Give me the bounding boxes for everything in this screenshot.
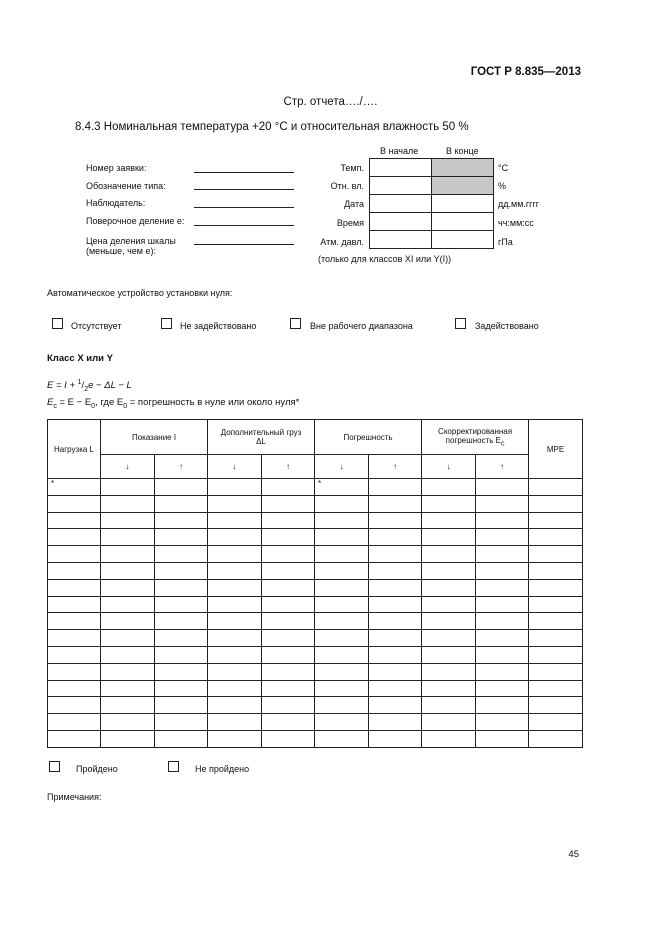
checkbox-passed[interactable] — [49, 761, 60, 772]
table-cell[interactable] — [48, 646, 101, 663]
checkbox-not-engaged[interactable] — [161, 318, 172, 329]
table-cell[interactable] — [262, 613, 315, 630]
table-cell[interactable] — [262, 630, 315, 647]
star-mark: * — [315, 479, 369, 496]
table-cell[interactable] — [262, 646, 315, 663]
env-cell[interactable] — [432, 195, 494, 213]
env-col-end: В конце — [446, 146, 479, 156]
table-cell[interactable] — [262, 714, 315, 731]
table-cell[interactable] — [529, 714, 583, 731]
table-cell[interactable] — [155, 646, 208, 663]
table-cell[interactable] — [101, 596, 155, 613]
table-cell[interactable] — [48, 596, 101, 613]
table-cell[interactable] — [155, 680, 208, 697]
table-cell[interactable] — [315, 596, 369, 613]
table-cell[interactable] — [155, 663, 208, 680]
table-cell[interactable] — [422, 714, 476, 731]
table-cell[interactable] — [101, 697, 155, 714]
env-cell-shaded — [432, 159, 494, 177]
table-cell[interactable] — [101, 646, 155, 663]
section-title: 8.4.3 Номинальная температура +20 °C и относительная влажность 50 % — [75, 121, 469, 133]
page-reference: Стр. отчета…./…. — [283, 96, 378, 108]
table-row — [48, 714, 583, 731]
env-cell[interactable] — [432, 213, 494, 231]
table-cell[interactable] — [208, 630, 262, 647]
failed-label: Не пройдено — [195, 764, 250, 774]
env-col-start: В начале — [380, 146, 419, 156]
table-cell[interactable] — [101, 630, 155, 647]
table-cell[interactable] — [48, 512, 101, 529]
table-row — [48, 697, 583, 714]
table-row — [48, 562, 583, 579]
table-cell[interactable] — [315, 512, 369, 529]
field-label-verification-interval: Поверочное деление e: — [86, 216, 185, 226]
table-cell[interactable] — [101, 495, 155, 512]
passed-label: Пройдено — [76, 764, 118, 774]
table-row — [48, 495, 583, 512]
table-cell[interactable] — [369, 680, 422, 697]
class-title: Класс X или Y — [47, 353, 113, 364]
table-cell[interactable] — [529, 546, 583, 563]
option-absent-label: Отсутствует — [71, 321, 122, 331]
field-label-type-designation: Обозначение типа: — [86, 181, 166, 191]
option-engaged-label: Задействовано — [475, 321, 539, 331]
table-cell[interactable] — [155, 512, 208, 529]
table-cell[interactable] — [101, 579, 155, 596]
arrow-up: ↑ — [476, 455, 529, 479]
table-cell[interactable] — [529, 596, 583, 613]
table-cell[interactable] — [155, 546, 208, 563]
table-cell[interactable] — [262, 663, 315, 680]
env-cell[interactable] — [432, 231, 494, 249]
table-cell[interactable] — [476, 562, 529, 579]
environment-table — [369, 158, 494, 249]
star-mark: * — [48, 479, 101, 496]
env-unit-pressure: гПа — [498, 237, 513, 247]
table-cell[interactable] — [422, 546, 476, 563]
env-unit-temp: °C — [498, 163, 509, 173]
env-cell[interactable] — [370, 177, 432, 195]
env-cell[interactable] — [370, 231, 432, 249]
table-row — [48, 546, 583, 563]
table-cell[interactable] — [422, 562, 476, 579]
table-cell[interactable] — [476, 495, 529, 512]
table-cell[interactable] — [529, 646, 583, 663]
table-cell[interactable] — [315, 630, 369, 647]
table-row — [48, 596, 583, 613]
field-label-scale-interval-note: (меньше, чем e): — [86, 246, 156, 256]
table-cell[interactable] — [48, 562, 101, 579]
table-cell[interactable] — [101, 680, 155, 697]
table-cell[interactable] — [476, 546, 529, 563]
table-cell[interactable] — [422, 680, 476, 697]
table-cell[interactable] — [315, 579, 369, 596]
env-label-humidity: Отн. вл. — [330, 181, 364, 191]
table-cell[interactable] — [101, 613, 155, 630]
table-cell[interactable] — [155, 613, 208, 630]
header-mpe: MPE — [529, 420, 583, 479]
table-cell[interactable] — [48, 730, 101, 747]
table-cell[interactable] — [155, 730, 208, 747]
table-cell[interactable] — [48, 630, 101, 647]
table-cell[interactable] — [529, 663, 583, 680]
field-line-request-number[interactable] — [194, 172, 294, 173]
table-cell[interactable] — [262, 680, 315, 697]
table-cell[interactable] — [476, 529, 529, 546]
table-cell[interactable] — [208, 646, 262, 663]
table-row — [48, 613, 583, 630]
table-cell[interactable] — [529, 562, 583, 579]
env-unit-time: чч:мм:сс — [498, 218, 534, 228]
table-cell[interactable] — [422, 697, 476, 714]
table-cell[interactable] — [369, 479, 422, 496]
table-cell[interactable] — [208, 697, 262, 714]
table-cell[interactable] — [101, 512, 155, 529]
table-row — [48, 512, 583, 529]
table-cell[interactable] — [262, 512, 315, 529]
table-cell[interactable] — [101, 663, 155, 680]
table-cell[interactable] — [315, 730, 369, 747]
table-cell[interactable] — [369, 562, 422, 579]
table-cell[interactable] — [422, 529, 476, 546]
table-cell[interactable] — [155, 562, 208, 579]
table-cell[interactable] — [315, 646, 369, 663]
table-cell[interactable] — [48, 529, 101, 546]
table-cell[interactable] — [529, 630, 583, 647]
table-cell[interactable] — [262, 529, 315, 546]
checkbox-out-of-range[interactable] — [290, 318, 301, 329]
table-cell[interactable] — [476, 646, 529, 663]
table-cell[interactable] — [476, 663, 529, 680]
notes-label: Примечания: — [47, 792, 102, 802]
formula-corrected-error: $E_c = E - E_0$, где $E_0$ = погрешность в нуле или около нуля* — [47, 397, 300, 410]
table-cell[interactable] — [262, 730, 315, 747]
table-cell[interactable] — [315, 546, 369, 563]
field-line-verification-interval[interactable] — [194, 225, 294, 226]
table-cell[interactable] — [529, 512, 583, 529]
table-cell[interactable] — [476, 697, 529, 714]
page-number: 45 — [568, 849, 579, 860]
header-error: Погрешность — [315, 420, 422, 455]
table-cell[interactable] — [262, 495, 315, 512]
table-cell[interactable] — [529, 697, 583, 714]
table-cell[interactable] — [101, 714, 155, 731]
table-cell[interactable] — [422, 579, 476, 596]
table-cell[interactable] — [315, 495, 369, 512]
table-cell[interactable] — [101, 529, 155, 546]
table-cell[interactable] — [315, 680, 369, 697]
table-cell[interactable] — [48, 495, 101, 512]
table-cell[interactable] — [369, 714, 422, 731]
table-cell[interactable] — [315, 714, 369, 731]
table-cell[interactable] — [529, 613, 583, 630]
table-cell[interactable] — [48, 579, 101, 596]
table-cell[interactable] — [262, 479, 315, 496]
table-cell[interactable] — [422, 730, 476, 747]
option-out-of-range-label: Вне рабочего диапазона — [310, 321, 413, 331]
table-cell[interactable] — [476, 579, 529, 596]
auto-zero-title: Автоматическое устройство установки нуля: — [47, 288, 233, 298]
table-cell[interactable] — [422, 663, 476, 680]
arrow-down: ↓ — [422, 455, 476, 479]
env-label-date: Дата — [344, 199, 364, 209]
results-table — [47, 419, 583, 748]
table-cell[interactable] — [155, 596, 208, 613]
field-line-scale-interval[interactable] — [194, 244, 294, 245]
table-row — [48, 730, 583, 747]
header-load: Нагрузка L — [48, 420, 101, 479]
table-cell[interactable] — [208, 613, 262, 630]
arrow-up: ↑ — [155, 455, 208, 479]
standard-number: ГОСТ Р 8.835—2013 — [470, 66, 581, 78]
table-cell[interactable] — [101, 730, 155, 747]
table-cell[interactable] — [476, 730, 529, 747]
env-label-temp: Темп. — [340, 163, 364, 173]
table-cell[interactable] — [422, 613, 476, 630]
table-cell[interactable] — [48, 546, 101, 563]
env-note: (только для классов XI или Y(I)) — [318, 254, 452, 264]
field-label-request-number: Номер заявки: — [86, 163, 147, 173]
table-cell[interactable] — [48, 697, 101, 714]
table-cell[interactable] — [315, 663, 369, 680]
table-cell[interactable] — [155, 714, 208, 731]
table-cell[interactable] — [529, 479, 583, 496]
table-cell[interactable] — [369, 697, 422, 714]
table-cell[interactable] — [155, 630, 208, 647]
table-cell[interactable] — [155, 579, 208, 596]
table-cell[interactable] — [48, 613, 101, 630]
arrow-down: ↓ — [101, 455, 155, 479]
table-cell[interactable] — [262, 697, 315, 714]
table-cell[interactable] — [262, 546, 315, 563]
table-cell[interactable] — [529, 730, 583, 747]
table-cell[interactable] — [48, 680, 101, 697]
table-cell[interactable] — [422, 479, 476, 496]
table-cell[interactable] — [262, 562, 315, 579]
table-cell[interactable] — [369, 546, 422, 563]
table-cell[interactable] — [208, 512, 262, 529]
table-cell[interactable] — [208, 546, 262, 563]
table-row — [48, 479, 583, 496]
table-cell[interactable] — [369, 512, 422, 529]
field-line-type-designation[interactable] — [194, 189, 294, 190]
table-cell[interactable] — [315, 529, 369, 546]
table-cell[interactable] — [101, 546, 155, 563]
table-cell[interactable] — [422, 630, 476, 647]
arrow-up: ↑ — [369, 455, 422, 479]
env-cell[interactable] — [370, 159, 432, 177]
option-not-engaged-label: Не задействовано — [180, 321, 257, 331]
header-reading: Показание I — [101, 420, 208, 455]
table-row — [48, 663, 583, 680]
table-cell[interactable] — [476, 680, 529, 697]
table-cell[interactable] — [208, 730, 262, 747]
table-cell[interactable] — [48, 714, 101, 731]
table-cell[interactable] — [315, 697, 369, 714]
table-cell[interactable] — [476, 479, 529, 496]
table-cell[interactable] — [422, 646, 476, 663]
env-cell-shaded — [432, 177, 494, 195]
table-cell[interactable] — [155, 697, 208, 714]
table-cell[interactable] — [369, 663, 422, 680]
table-cell[interactable] — [369, 579, 422, 596]
table-cell[interactable] — [48, 663, 101, 680]
formula-error: $E = I + ^1/_2e - \Delta L - L$ — [47, 379, 132, 394]
arrow-up: ↑ — [262, 455, 315, 479]
table-cell[interactable] — [101, 479, 155, 496]
header-corrected-error: Скорректированная погрешность Ec — [422, 420, 529, 455]
table-cell[interactable] — [208, 596, 262, 613]
table-cell[interactable] — [262, 579, 315, 596]
env-unit-date: дд.мм.гггг — [498, 199, 540, 209]
table-cell[interactable] — [476, 613, 529, 630]
table-cell[interactable] — [208, 495, 262, 512]
checkbox-failed[interactable] — [168, 761, 179, 772]
env-label-pressure: Атм. давл. — [320, 237, 364, 247]
table-cell[interactable] — [208, 529, 262, 546]
table-cell[interactable] — [422, 512, 476, 529]
table-cell[interactable] — [208, 579, 262, 596]
table-cell[interactable] — [262, 596, 315, 613]
table-row — [48, 646, 583, 663]
table-row — [48, 529, 583, 546]
table-cell[interactable] — [208, 680, 262, 697]
header-extra-load: Дополнительный груз ΔL — [208, 420, 315, 455]
table-cell[interactable] — [529, 579, 583, 596]
table-cell[interactable] — [155, 529, 208, 546]
table-row — [48, 680, 583, 697]
table-cell[interactable] — [529, 680, 583, 697]
table-cell[interactable] — [315, 562, 369, 579]
table-cell[interactable] — [101, 562, 155, 579]
table-cell[interactable] — [369, 730, 422, 747]
table-cell[interactable] — [208, 562, 262, 579]
table-cell[interactable] — [369, 646, 422, 663]
arrow-down: ↓ — [208, 455, 262, 479]
table-cell[interactable] — [208, 714, 262, 731]
env-cell[interactable] — [370, 213, 432, 231]
field-line-observer[interactable] — [194, 207, 294, 208]
table-cell[interactable] — [369, 596, 422, 613]
env-cell[interactable] — [370, 195, 432, 213]
table-cell[interactable] — [369, 529, 422, 546]
table-cell[interactable] — [315, 613, 369, 630]
table-cell[interactable] — [476, 596, 529, 613]
table-cell[interactable] — [476, 714, 529, 731]
table-cell[interactable] — [369, 495, 422, 512]
table-row — [48, 630, 583, 647]
field-label-observer: Наблюдатель: — [86, 198, 146, 208]
table-cell[interactable] — [529, 495, 583, 512]
table-cell[interactable] — [422, 596, 476, 613]
checkbox-engaged[interactable] — [455, 318, 466, 329]
table-cell[interactable] — [369, 630, 422, 647]
table-cell[interactable] — [208, 479, 262, 496]
table-cell[interactable] — [476, 512, 529, 529]
table-cell[interactable] — [369, 613, 422, 630]
table-cell[interactable] — [208, 663, 262, 680]
table-cell[interactable] — [476, 630, 529, 647]
table-cell[interactable] — [155, 479, 208, 496]
arrow-down: ↓ — [315, 455, 369, 479]
table-cell[interactable] — [422, 495, 476, 512]
env-unit-humidity: % — [498, 181, 507, 191]
table-cell[interactable] — [155, 495, 208, 512]
env-label-time: Время — [336, 218, 364, 228]
table-row — [48, 579, 583, 596]
field-label-scale-interval: Цена деления шкалы — [86, 236, 176, 246]
table-cell[interactable] — [529, 529, 583, 546]
checkbox-absent[interactable] — [52, 318, 63, 329]
